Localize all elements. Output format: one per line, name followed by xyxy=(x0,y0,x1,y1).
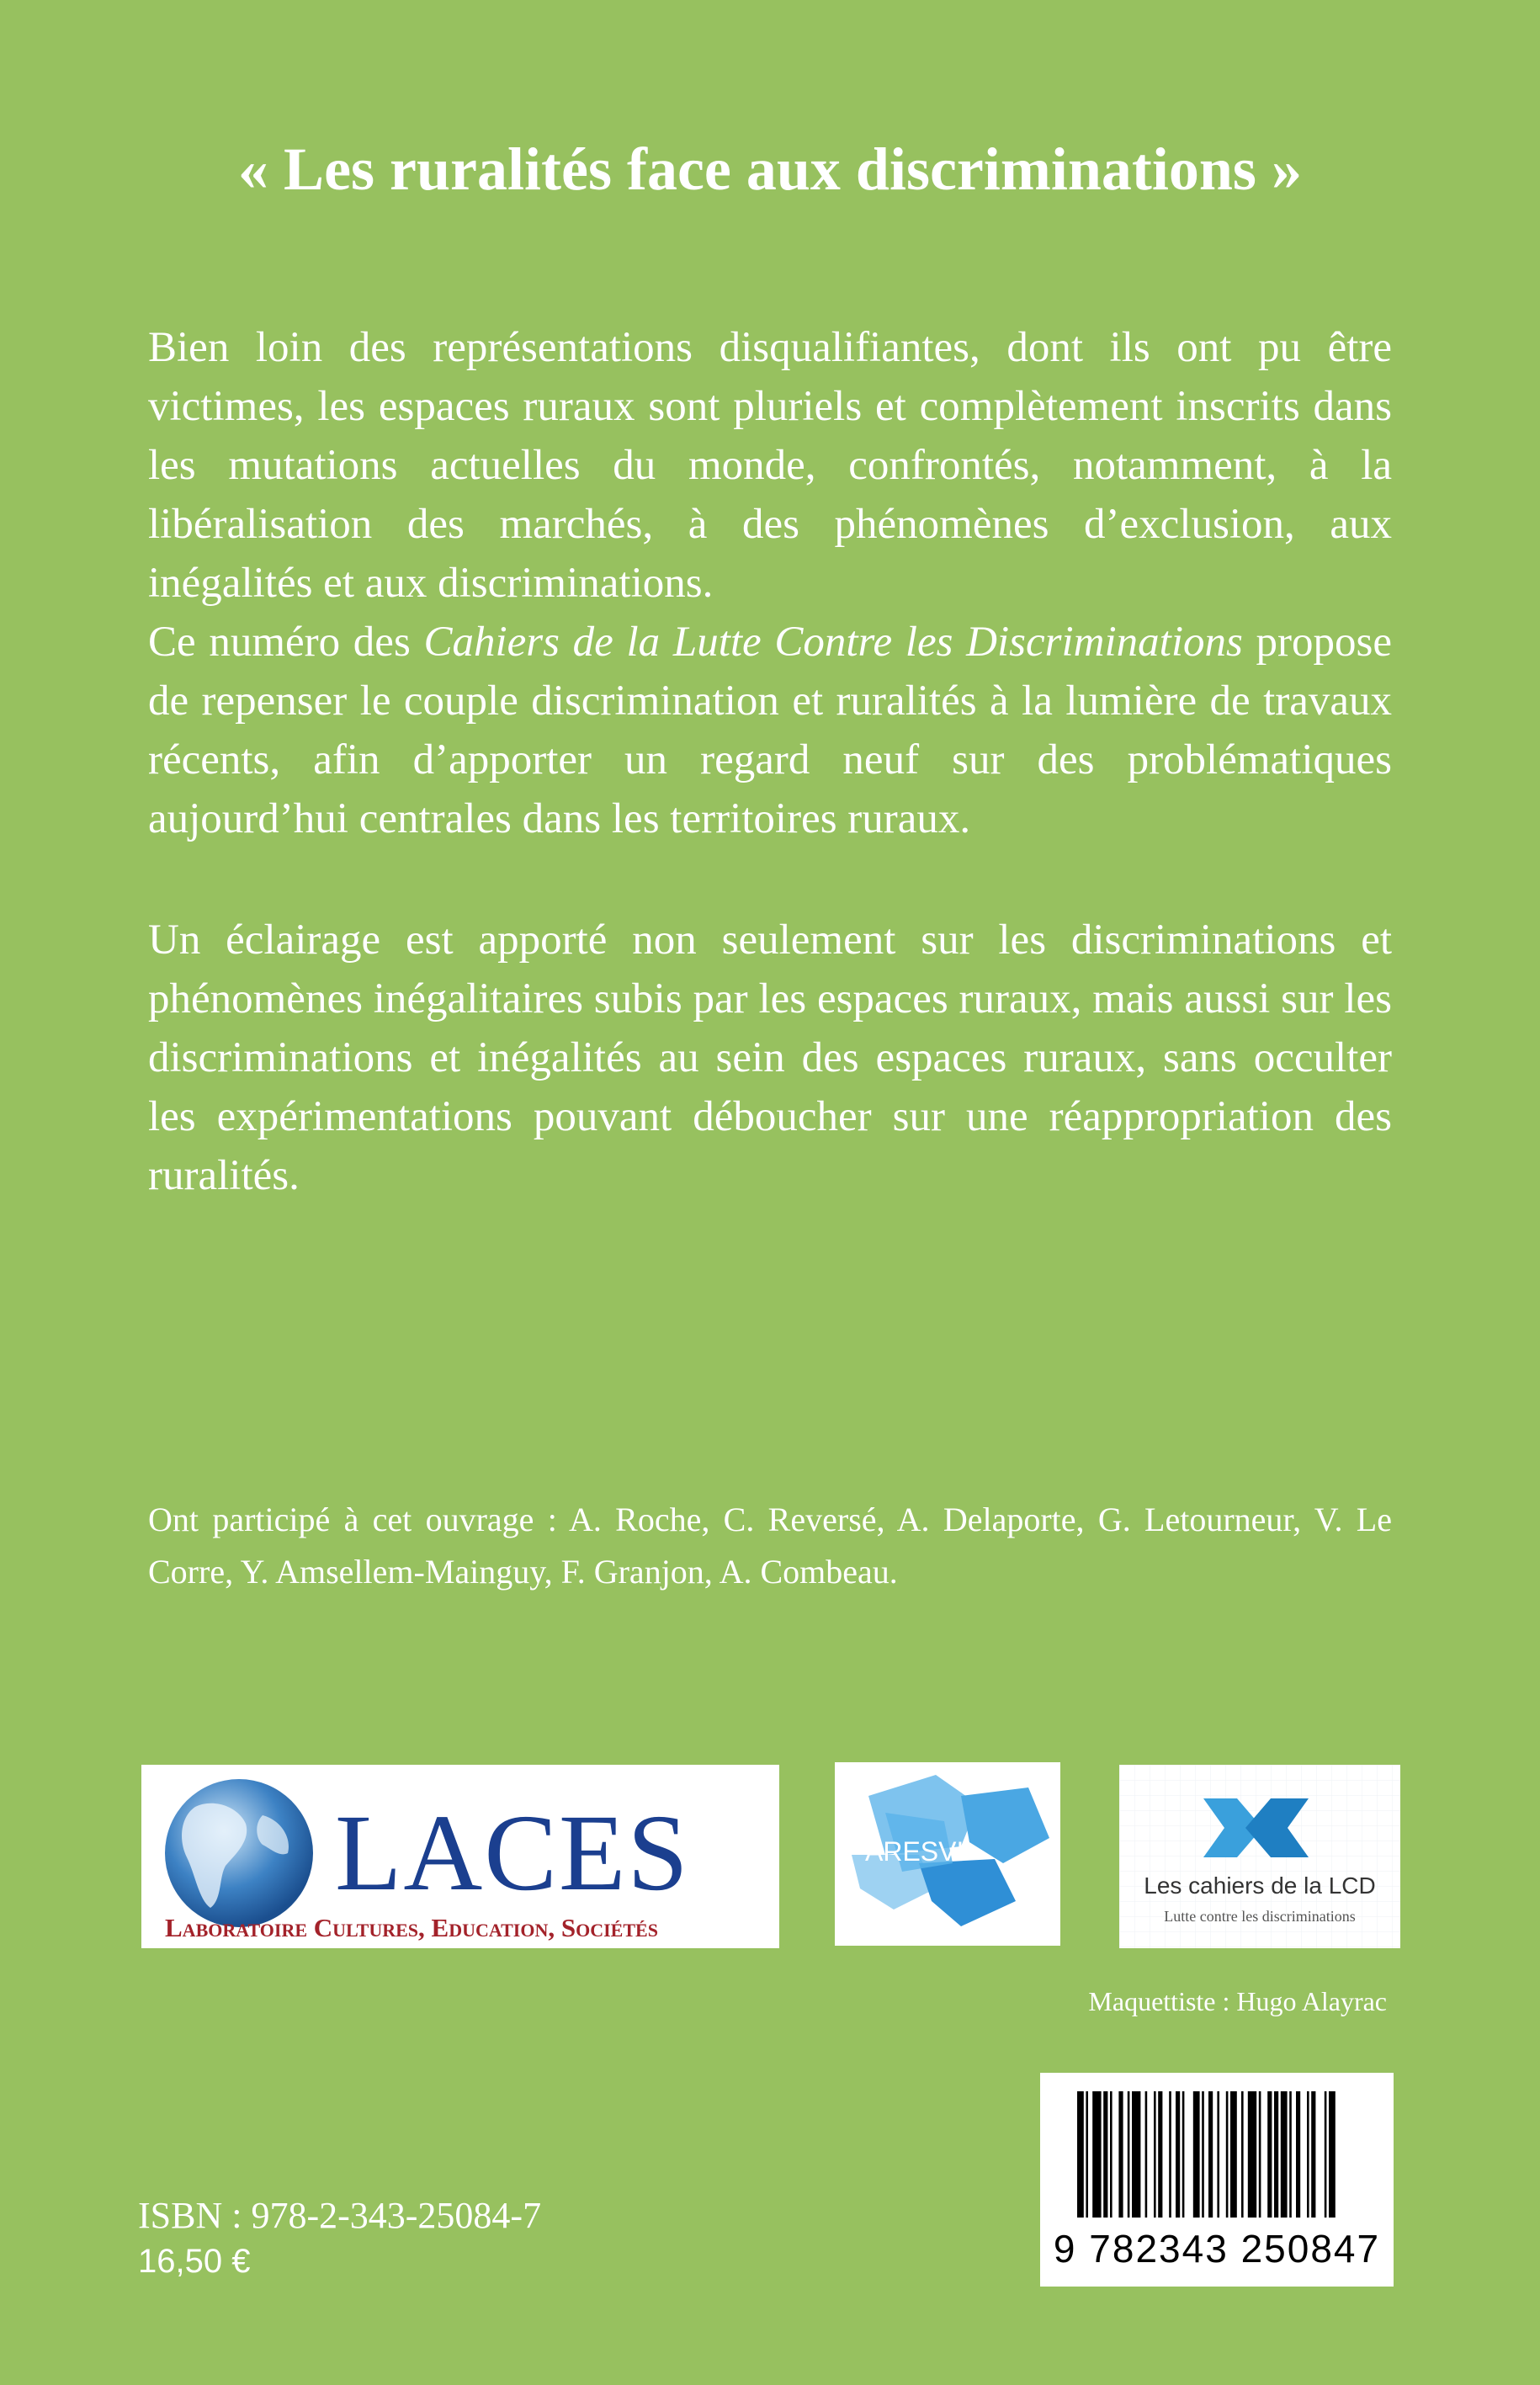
barcode-bar xyxy=(1118,2091,1123,2218)
barcode-bar xyxy=(1128,2091,1130,2218)
book-title: « Les ruralités face aux discriminations » xyxy=(238,135,1302,203)
summary-text-a: Bien loin des représentations disqualifiantes, dont ils ont pu être victimes, les espaces ruraux sont pluriels et complètement inscrits dans les mutations actuelles du monde, confrontés, notamment, à la libéralisation des marchés, à des phénomènes d’exclusion, aux inégalités et aux discriminations. xyxy=(148,324,1392,607)
journal-title: Cahiers de la Lutte Contre les Discriminations xyxy=(423,619,1243,666)
barcode-bar xyxy=(1158,2091,1162,2218)
barcode-bar xyxy=(1259,2091,1261,2218)
price: 16,50 € xyxy=(138,2243,251,2280)
barcode-bar xyxy=(1217,2091,1219,2218)
laces-subtitle: Laboratoire Cultures, Education, Sociétés xyxy=(165,1913,658,1942)
barcode-bar xyxy=(1248,2091,1256,2218)
summary-paragraph-1 xyxy=(148,318,1392,848)
summary-text-b-post: propose de repenser le couple discrimination et ruralités à la lumière de travaux récents, afin d’apporter un regard neuf sur des problématiques aujourd’hui centrales dans les territoires ruraux. xyxy=(148,619,1393,842)
laces-name: LACES xyxy=(335,1793,690,1914)
barcode-bar xyxy=(1267,2091,1272,2218)
barcode-bar xyxy=(1110,2091,1113,2218)
summary-paragraph-2 xyxy=(148,911,1392,1205)
laces-logo xyxy=(141,1765,779,1948)
barcode-bar xyxy=(1274,2091,1278,2218)
barcode-bar xyxy=(1230,2091,1237,2218)
barcode-bar xyxy=(1092,2091,1101,2218)
barcode-bar xyxy=(1103,2091,1107,2218)
lcd-title: Les cahiers de la LCD xyxy=(1144,1872,1376,1899)
barcode xyxy=(1040,2073,1394,2287)
barcode-bar xyxy=(1182,2091,1185,2218)
barcode-bar xyxy=(1145,2091,1148,2218)
summary-text-b xyxy=(148,613,1392,848)
isbn: ISBN : 978-2-343-25084-7 xyxy=(138,2195,542,2236)
contributors-list: Ont participé à cet ouvrage : A. Roche, C. Reversé, A. Delaporte, G. Letourneur, V. Le Corre, Y. Amsellem-Mainguy, F. Granjon, A. Combeau. xyxy=(148,1501,1392,1591)
barcode-bar xyxy=(1077,2091,1084,2218)
aresvi-name: ARESVI xyxy=(865,1836,964,1867)
lcd-subtitle: Lutte contre les discriminations xyxy=(1164,1908,1356,1925)
barcode-bar xyxy=(1226,2091,1229,2218)
globe-icon xyxy=(145,1773,338,1933)
barcode-bar xyxy=(1154,2091,1156,2218)
barcode-bar xyxy=(1208,2091,1213,2218)
lcd-logo xyxy=(1119,1765,1400,1948)
summary-text-b-pre: Ce numéro des xyxy=(148,619,424,666)
barcode-bar xyxy=(1193,2091,1200,2218)
barcode-bar xyxy=(1307,2091,1309,2218)
barcode-bar xyxy=(1281,2091,1288,2218)
summary-text-c: Un éclairage est apporté non seulement sur les discriminations et phénomènes inégalitaires subis par les espaces ruraux, mais aussi sur les discriminations et inégalités au sein des espaces ruraux, sans occulter les expérimentations pouvant déboucher sur une réappropriation des ruralités. xyxy=(148,916,1392,1199)
barcode-bar xyxy=(1311,2091,1315,2218)
aresvi-logo xyxy=(835,1762,1060,1946)
barcode-bar xyxy=(1202,2091,1204,2218)
barcode-bar xyxy=(1086,2091,1088,2218)
barcode-bar xyxy=(1289,2091,1292,2218)
barcode-bar xyxy=(1241,2091,1244,2218)
barcode-bar xyxy=(1329,2091,1336,2218)
barcode-digits: 9 782343 250847 xyxy=(1053,2227,1381,2271)
barcode-bar xyxy=(1296,2091,1300,2218)
designer-credit: Maquettiste : Hugo Alayrac xyxy=(1088,1986,1387,2016)
barcode-bar xyxy=(1132,2091,1140,2218)
barcode-bar xyxy=(1176,2091,1180,2218)
barcode-bar xyxy=(1169,2091,1171,2218)
barcode-bars xyxy=(1043,2076,1390,2226)
barcode-bar xyxy=(1325,2091,1327,2218)
